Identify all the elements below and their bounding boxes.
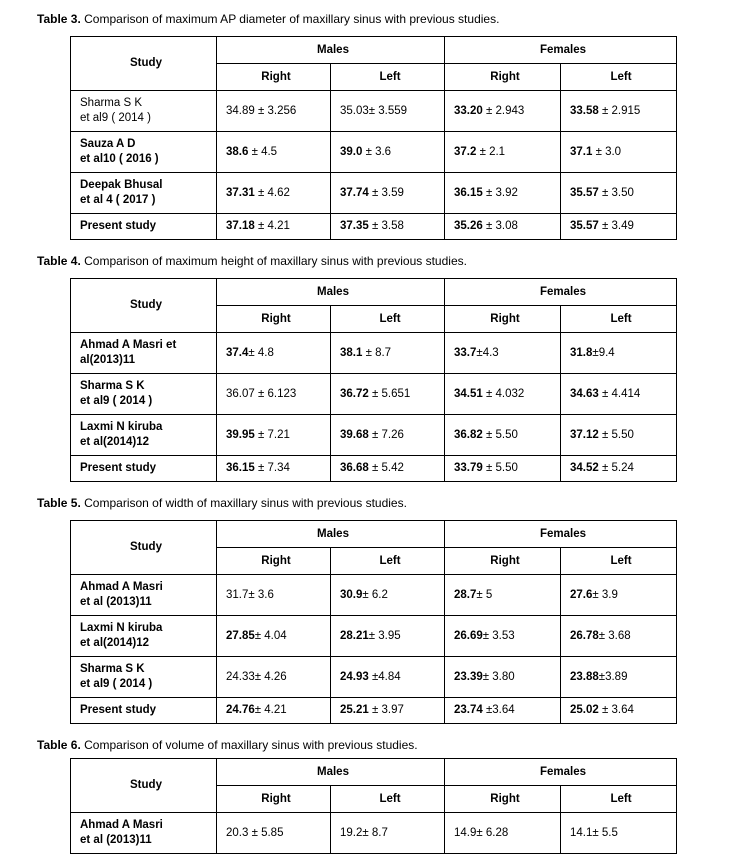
- females-right-header: Right: [445, 64, 561, 91]
- females-right-value: [445, 91, 561, 132]
- study-cell: [71, 333, 217, 374]
- mean-value: 37.12: [570, 428, 599, 441]
- table-row: [71, 173, 677, 214]
- sd-value: ± 7.21: [254, 428, 290, 441]
- mean-value: 19.2: [340, 826, 363, 839]
- header-row: [71, 279, 677, 306]
- mean-value: 14.1: [570, 826, 593, 839]
- study-name-line: et al (2013)11: [80, 834, 152, 846]
- sd-value: ±4.3: [476, 346, 499, 359]
- study-cell: [71, 415, 217, 456]
- study-name-line: Present study: [80, 220, 157, 232]
- mean-value: 25.02: [570, 704, 599, 716]
- males-right-value: [217, 698, 331, 724]
- sd-value: ± 3.92: [482, 186, 518, 199]
- males-right-value: [217, 616, 331, 657]
- females-right-value: [445, 214, 561, 240]
- males-left-value: [331, 813, 445, 854]
- males-left-header: Left: [331, 64, 445, 91]
- females-left-value: [561, 173, 677, 214]
- study-name-line: Sauza A D: [80, 138, 136, 150]
- header-row: [71, 37, 677, 64]
- mean-value: 24.76: [226, 704, 255, 716]
- sd-value: ± 6.123: [254, 387, 297, 400]
- males-header: Males: [217, 759, 445, 786]
- sd-value: ± 4.21: [254, 220, 290, 232]
- table-row: [71, 214, 677, 240]
- mean-value: 34.89: [226, 104, 255, 117]
- males-left-value: [331, 415, 445, 456]
- males-right-value: [217, 132, 331, 173]
- study-header: Study: [71, 759, 217, 813]
- table-row: [71, 575, 677, 616]
- sd-value: ± 3.559: [368, 104, 408, 117]
- study-name-line: Sharma S K: [80, 380, 145, 392]
- mean-value: 34.63: [570, 387, 599, 400]
- sd-value: ± 3.68: [598, 629, 631, 642]
- study-name-line: et al (2013)11: [80, 596, 152, 608]
- females-right-value: [445, 616, 561, 657]
- sd-value: ± 5.24: [598, 462, 634, 474]
- females-left-header: Left: [561, 64, 677, 91]
- sd-value: ± 2.915: [598, 104, 641, 117]
- sd-value: ±3.89: [598, 670, 628, 683]
- males-left-header: Left: [331, 306, 445, 333]
- mean-value: 31.7: [226, 588, 249, 601]
- females-right-value: [445, 374, 561, 415]
- table-row: [71, 132, 677, 173]
- mean-value: 39.95: [226, 428, 255, 441]
- study-cell: [71, 173, 217, 214]
- females-right-value: [445, 132, 561, 173]
- mean-value: 39.68: [340, 428, 369, 441]
- mean-value: 33.79: [454, 462, 483, 474]
- mean-value: 38.1: [340, 346, 363, 359]
- mean-value: 35.03: [340, 104, 369, 117]
- mean-value: 30.9: [340, 588, 363, 601]
- mean-value: 20.3: [226, 826, 249, 839]
- sd-value: ± 3.97: [368, 704, 404, 716]
- females-left-value: [561, 374, 677, 415]
- study-cell: [71, 214, 217, 240]
- males-left-value: [331, 616, 445, 657]
- males-left-value: [331, 456, 445, 482]
- mean-value: 33.7: [454, 346, 477, 359]
- study-header: Study: [71, 279, 217, 333]
- sd-value: ± 8.7: [362, 346, 392, 359]
- mean-value: 27.6: [570, 588, 593, 601]
- males-left-value: [331, 657, 445, 698]
- sd-value: ± 3.9: [592, 588, 618, 601]
- females-right-value: [445, 575, 561, 616]
- sd-value: ± 4.21: [254, 704, 287, 716]
- mean-value: 37.35: [340, 220, 369, 232]
- males-right-value: [217, 333, 331, 374]
- females-header: Females: [445, 521, 677, 548]
- mean-value: 28.21: [340, 629, 369, 642]
- mean-value: 37.31: [226, 186, 255, 199]
- sd-value: ± 6.2: [362, 588, 388, 601]
- sd-value: ± 3.95: [368, 629, 401, 642]
- mean-value: 39.0: [340, 145, 363, 158]
- males-left-value: [331, 214, 445, 240]
- study-cell: [71, 616, 217, 657]
- study-name-line: Present study: [80, 704, 157, 716]
- mean-value: 14.9: [454, 826, 477, 839]
- table-4-caption: [37, 254, 467, 268]
- study-cell: [71, 91, 217, 132]
- males-left-value: [331, 173, 445, 214]
- females-right-value: [445, 333, 561, 374]
- mean-value: 34.52: [570, 462, 599, 474]
- study-name-line: et al9 ( 2014 ): [80, 395, 153, 407]
- study-name-line: et al10 ( 2016 ): [80, 153, 159, 165]
- table-4-title: Comparison of maximum height of maxillary sinus with previous studies.: [84, 254, 467, 268]
- sd-value: ± 2.1: [476, 145, 506, 158]
- sd-value: ± 3.59: [368, 186, 404, 199]
- males-right-header: Right: [217, 786, 331, 813]
- study-name-line: Sharma S K: [80, 663, 145, 675]
- mean-value: 35.57: [570, 186, 599, 199]
- mean-value: 33.20: [454, 104, 483, 117]
- sd-value: ± 3.64: [598, 704, 634, 716]
- study-header: Study: [71, 37, 217, 91]
- males-right-value: [217, 813, 331, 854]
- males-left-header: Left: [331, 786, 445, 813]
- table-6-title: Comparison of volume of maxillary sinus with previous studies.: [84, 738, 418, 752]
- females-left-value: [561, 616, 677, 657]
- study-name-line: et al 4 ( 2017 ): [80, 194, 156, 206]
- table-row: [71, 333, 677, 374]
- table-5-caption: [37, 496, 407, 510]
- sd-value: ± 4.04: [254, 629, 287, 642]
- sd-value: ± 3.6: [362, 145, 392, 158]
- study-cell: [71, 657, 217, 698]
- mean-value: 37.2: [454, 145, 477, 158]
- sd-value: ± 3.08: [482, 220, 518, 232]
- sd-value: ± 4.032: [482, 387, 525, 400]
- females-right-value: [445, 456, 561, 482]
- mean-value: 25.21: [340, 704, 369, 716]
- table-row: [71, 456, 677, 482]
- mean-value: 31.8: [570, 346, 593, 359]
- females-left-header: Left: [561, 786, 677, 813]
- males-right-value: [217, 456, 331, 482]
- table-row: [71, 415, 677, 456]
- sd-value: ± 3.53: [482, 629, 515, 642]
- sd-value: ±3.64: [482, 704, 515, 716]
- females-header: Females: [445, 279, 677, 306]
- table-6-caption: [37, 738, 418, 752]
- study-name-line: et al(2014)12: [80, 637, 150, 649]
- table-3-title: Comparison of maximum AP diameter of maxillary sinus with previous studies.: [84, 12, 500, 26]
- table-5-title: Comparison of width of maxillary sinus with previous studies.: [84, 496, 407, 510]
- sd-value: ± 4.414: [598, 387, 641, 400]
- study-name-line: et al(2014)12: [80, 436, 150, 448]
- study-cell: [71, 698, 217, 724]
- table-5-label: Table 5.: [37, 496, 81, 510]
- females-left-value: [561, 333, 677, 374]
- study-name-line: et al9 ( 2014 ): [80, 112, 151, 124]
- sd-value: ± 7.34: [254, 462, 290, 474]
- females-right-value: [445, 415, 561, 456]
- males-left-value: [331, 91, 445, 132]
- males-left-value: [331, 374, 445, 415]
- females-header: Females: [445, 37, 677, 64]
- table-row: [71, 698, 677, 724]
- table-4-label: Table 4.: [37, 254, 81, 268]
- sd-value: ± 3.80: [482, 670, 515, 683]
- males-left-value: [331, 132, 445, 173]
- study-name-line: et al9 ( 2014 ): [80, 678, 153, 690]
- study-header: Study: [71, 521, 217, 575]
- females-right-value: [445, 657, 561, 698]
- males-header: Males: [217, 37, 445, 64]
- sd-value: ± 5.50: [598, 428, 634, 441]
- table-row: [71, 374, 677, 415]
- sd-value: ± 3.58: [368, 220, 404, 232]
- mean-value: 37.1: [570, 145, 593, 158]
- sd-value: ± 4.26: [254, 670, 287, 683]
- females-header: Females: [445, 759, 677, 786]
- females-right-header: Right: [445, 786, 561, 813]
- females-left-value: [561, 698, 677, 724]
- sd-value: ± 2.943: [482, 104, 525, 117]
- mean-value: 24.33: [226, 670, 255, 683]
- mean-value: 35.26: [454, 220, 483, 232]
- table-row: [71, 91, 677, 132]
- sd-value: ± 5.85: [248, 826, 284, 839]
- study-cell: [71, 456, 217, 482]
- sd-value: ± 3.49: [598, 220, 634, 232]
- males-right-header: Right: [217, 548, 331, 575]
- table-6: [70, 758, 677, 854]
- mean-value: 35.57: [570, 220, 599, 232]
- sd-value: ±4.84: [368, 670, 401, 683]
- sd-value: ± 3.50: [598, 186, 634, 199]
- sd-value: ± 3.256: [254, 104, 297, 117]
- males-left-value: [331, 575, 445, 616]
- sd-value: ± 4.8: [248, 346, 274, 359]
- mean-value: 23.88: [570, 670, 599, 683]
- males-right-value: [217, 575, 331, 616]
- males-header: Males: [217, 521, 445, 548]
- mean-value: 36.82: [454, 428, 483, 441]
- mean-value: 38.6: [226, 145, 249, 158]
- sd-value: ± 4.62: [254, 186, 290, 199]
- males-right-value: [217, 214, 331, 240]
- males-right-value: [217, 657, 331, 698]
- header-row: [71, 521, 677, 548]
- table-3: [70, 36, 677, 240]
- mean-value: 37.18: [226, 220, 255, 232]
- females-left-header: Left: [561, 548, 677, 575]
- table-row: [71, 657, 677, 698]
- sd-value: ± 5.651: [368, 387, 411, 400]
- sd-value: ± 4.5: [248, 145, 278, 158]
- study-cell: [71, 132, 217, 173]
- females-left-value: [561, 456, 677, 482]
- females-left-value: [561, 132, 677, 173]
- table-3-label: Table 3.: [37, 12, 81, 26]
- mean-value: 36.68: [340, 462, 369, 474]
- sd-value: ± 5: [476, 588, 493, 601]
- females-left-value: [561, 657, 677, 698]
- mean-value: 26.69: [454, 629, 483, 642]
- study-name-line: Sharma S K: [80, 97, 142, 109]
- table-5: [70, 520, 677, 724]
- males-right-header: Right: [217, 64, 331, 91]
- study-name-line: Deepak Bhusal: [80, 179, 163, 191]
- sd-value: ±9.4: [592, 346, 615, 359]
- mean-value: 36.72: [340, 387, 369, 400]
- study-name-line: Ahmad A Masri: [80, 819, 163, 831]
- sd-value: ± 5.5: [592, 826, 618, 839]
- sd-value: ± 5.50: [482, 428, 518, 441]
- males-left-header: Left: [331, 548, 445, 575]
- study-name-line: Laxmi N kiruba: [80, 421, 163, 433]
- mean-value: 36.07: [226, 387, 255, 400]
- males-right-value: [217, 91, 331, 132]
- mean-value: 24.93: [340, 670, 369, 683]
- table-row: [71, 813, 677, 854]
- table-row: [71, 616, 677, 657]
- mean-value: 33.58: [570, 104, 599, 117]
- mean-value: 26.78: [570, 629, 599, 642]
- females-left-header: Left: [561, 306, 677, 333]
- sd-value: ± 8.7: [362, 826, 388, 839]
- sd-value: ± 3.6: [248, 588, 274, 601]
- males-left-value: [331, 698, 445, 724]
- males-header: Males: [217, 279, 445, 306]
- sd-value: ± 6.28: [476, 826, 509, 839]
- header-row: [71, 759, 677, 786]
- females-right-header: Right: [445, 306, 561, 333]
- sd-value: ± 3.0: [592, 145, 622, 158]
- sd-value: ± 7.26: [368, 428, 404, 441]
- females-left-value: [561, 575, 677, 616]
- mean-value: 23.74: [454, 704, 483, 716]
- study-name-line: al(2013)11: [80, 354, 135, 366]
- table-6-label: Table 6.: [37, 738, 81, 752]
- females-left-value: [561, 813, 677, 854]
- table-3-caption: [37, 12, 499, 26]
- study-name-line: Present study: [80, 462, 157, 474]
- study-cell: [71, 813, 217, 854]
- sd-value: ± 5.50: [482, 462, 518, 474]
- females-right-value: [445, 173, 561, 214]
- mean-value: 28.7: [454, 588, 477, 601]
- mean-value: 36.15: [454, 186, 483, 199]
- females-right-value: [445, 813, 561, 854]
- sd-value: ± 5.42: [368, 462, 404, 474]
- study-name-line: Ahmad A Masri: [80, 581, 163, 593]
- females-right-header: Right: [445, 548, 561, 575]
- study-name-line: Laxmi N kiruba: [80, 622, 163, 634]
- mean-value: 37.74: [340, 186, 369, 199]
- females-left-value: [561, 214, 677, 240]
- females-right-value: [445, 698, 561, 724]
- mean-value: 23.39: [454, 670, 483, 683]
- females-left-value: [561, 415, 677, 456]
- mean-value: 36.15: [226, 462, 255, 474]
- males-right-header: Right: [217, 306, 331, 333]
- study-cell: [71, 374, 217, 415]
- males-left-value: [331, 333, 445, 374]
- mean-value: 34.51: [454, 387, 483, 400]
- males-right-value: [217, 374, 331, 415]
- males-right-value: [217, 415, 331, 456]
- mean-value: 37.4: [226, 346, 249, 359]
- females-left-value: [561, 91, 677, 132]
- table-4: [70, 278, 677, 482]
- mean-value: 27.85: [226, 629, 255, 642]
- males-right-value: [217, 173, 331, 214]
- study-name-line: Ahmad A Masri et: [80, 339, 177, 351]
- study-cell: [71, 575, 217, 616]
